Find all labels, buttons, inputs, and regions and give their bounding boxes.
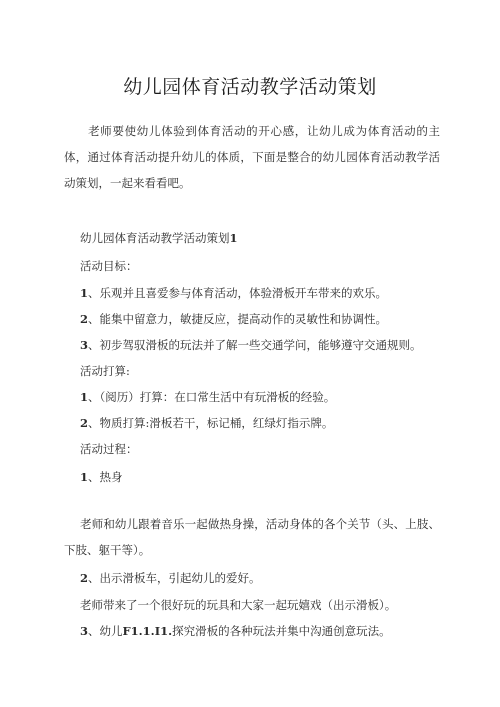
- goal-item: [80, 285, 387, 301]
- goal-item: [80, 311, 387, 327]
- step-text: 探究滑板的各种玩法并集中沟通创意玩法。: [172, 624, 391, 638]
- step-description: 老师和幼儿跟着音乐一起做热身操，活动身体的各个关节（头、上肢、下肢、躯干等）。: [64, 517, 440, 557]
- prep-number: 2: [80, 416, 89, 430]
- section-title-text: 幼儿园体育活动教学活动策划: [80, 231, 230, 245]
- prep-text: 、（阅历）打算：在口常生活中有玩滑板的经验。: [88, 390, 336, 404]
- step-item: [80, 623, 391, 639]
- step-number: 1: [80, 470, 89, 484]
- goal-text: 、初步驾驭滑板的玩法并了解一些交通学问，能够遵守交通规则。: [88, 338, 422, 352]
- goal-text: 、乐观并且喜爱参与体育活动，体验滑板开车带来的欢乐。: [88, 286, 388, 300]
- process-heading: 活动过程：: [80, 442, 138, 456]
- prep-text: 、物质打算:滑板若干，标记桶，红绿灯指示牌。: [88, 416, 334, 430]
- step-number: 2: [80, 571, 89, 585]
- step-number: 3: [80, 624, 89, 638]
- goal-heading: 活动目标：: [80, 259, 138, 273]
- prep-number: 1: [80, 390, 89, 404]
- prep-item: [80, 389, 335, 405]
- prep-item: [80, 415, 333, 431]
- goal-number: 1: [80, 286, 89, 300]
- goal-number: 3: [80, 338, 89, 352]
- goal-text: 、能集中留意力，敏捷反应，提高动作的灵敏性和协调性。: [88, 312, 388, 326]
- prep-heading: 活动打算:: [80, 364, 130, 378]
- step-code: F1.1.I1.: [122, 624, 173, 638]
- goal-item: [80, 337, 422, 353]
- section-number: 1: [229, 231, 238, 245]
- step-text: 、热身: [88, 470, 123, 484]
- document-title: 幼儿园体育活动教学活动策划: [123, 76, 377, 98]
- goal-number: 2: [80, 312, 89, 326]
- section-title: [80, 230, 238, 246]
- intro-paragraph: 老师要使幼儿体验到体育活动的开心感，让幼儿成为体育活动的主体，通过体育活动提升幼儿的体质，下面是整合的幼儿园体育活动教学活动策划，一起来看看吧。: [64, 124, 440, 190]
- step-item: [80, 469, 123, 485]
- step-text: 、出示滑板车，引起幼儿的爱好。: [88, 571, 261, 585]
- step-item: [80, 570, 261, 586]
- step-description: 老师带来了一个很好玩的玩具和大家一起玩嬉戏（出示滑板）。: [80, 598, 397, 612]
- step-prefix: 、幼儿: [88, 624, 123, 638]
